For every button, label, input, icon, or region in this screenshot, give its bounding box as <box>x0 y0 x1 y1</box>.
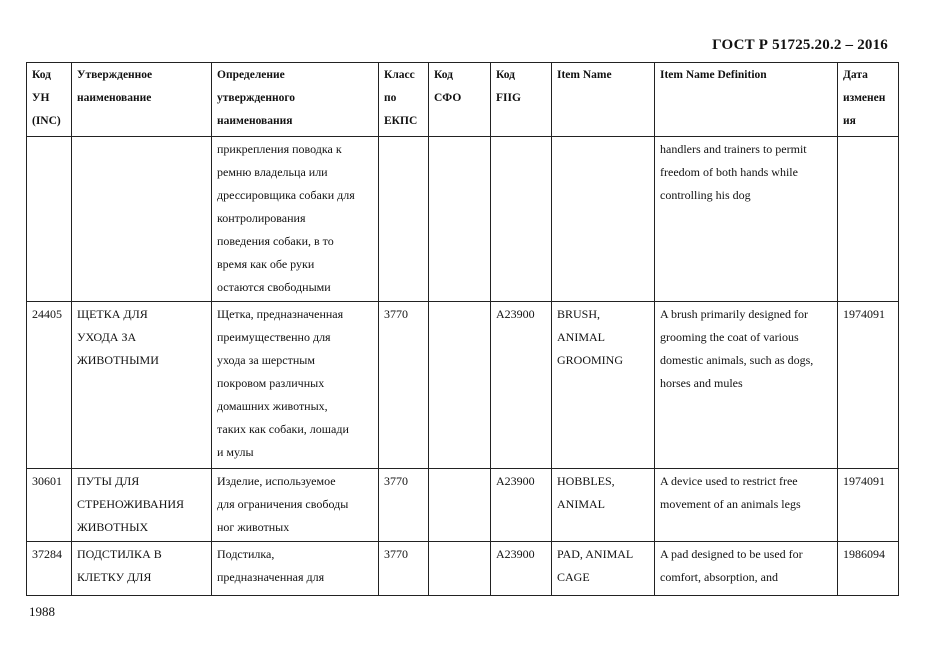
cell-class: 3770 <box>379 542 429 596</box>
cell-item-name: PAD, ANIMAL CAGE <box>552 542 655 596</box>
cell-definition: Изделие, используемое для ограничения свободы ног животных <box>212 469 379 542</box>
header-sfo: Код СФО <box>429 63 491 137</box>
cell-item-definition: handlers and trainers to permit freedom of both hands while controlling his dog <box>655 137 838 302</box>
cell-inc <box>27 137 72 302</box>
cell-inc: 24405 <box>27 302 72 469</box>
cell-class: 3770 <box>379 469 429 542</box>
header-inc: Код УН (INC) <box>27 63 72 137</box>
cell-item-definition: A brush primarily designed for grooming the coat of various domestic animals, such as dogs, horses and mules <box>655 302 838 469</box>
cell-sfo <box>429 137 491 302</box>
cell-date <box>838 137 899 302</box>
cell-name <box>72 137 212 302</box>
table-body <box>27 137 899 596</box>
cell-item-definition: A device used to restrict free movement of an animals legs <box>655 469 838 542</box>
cell-name: ПОДСТИЛКА В КЛЕТКУ ДЛЯ <box>72 542 212 596</box>
cell-sfo <box>429 302 491 469</box>
cell-inc: 30601 <box>27 469 72 542</box>
cell-date: 1986094 <box>838 542 899 596</box>
cell-sfo <box>429 469 491 542</box>
cell-class <box>379 137 429 302</box>
table-row <box>27 542 899 596</box>
cell-date: 1974091 <box>838 302 899 469</box>
cell-class: 3770 <box>379 302 429 469</box>
cell-item-name <box>552 137 655 302</box>
header-date: Дата изменен ия <box>838 63 899 137</box>
cell-sfo <box>429 542 491 596</box>
table-row <box>27 137 899 302</box>
document-code: ГОСТ Р 51725.20.2 – 2016 <box>712 37 888 53</box>
cell-item-name: BRUSH, ANIMAL GROOMING <box>552 302 655 469</box>
cell-fiig: A23900 <box>491 469 552 542</box>
header-item-name: Item Name <box>552 63 655 137</box>
cell-item-definition: A pad designed to be used for comfort, absorption, and <box>655 542 838 596</box>
header-fiig: Код FIIG <box>491 63 552 137</box>
cell-inc: 37284 <box>27 542 72 596</box>
table-row <box>27 469 899 542</box>
table-row <box>27 302 899 469</box>
cell-fiig: A23900 <box>491 302 552 469</box>
cell-date: 1974091 <box>838 469 899 542</box>
table-header-row <box>27 63 899 137</box>
cell-fiig <box>491 137 552 302</box>
header-approved-name: Утвержденное наименование <box>72 63 212 137</box>
cell-item-name: HOBBLES, ANIMAL <box>552 469 655 542</box>
cell-fiig: A23900 <box>491 542 552 596</box>
cell-definition: Подстилка, предназначенная для <box>212 542 379 596</box>
page-number: 1988 <box>29 604 55 619</box>
header-item-definition: Item Name Definition <box>655 63 838 137</box>
header-class: Класс по ЕКПС <box>379 63 429 137</box>
cell-definition: Щетка, предназначенная преимущественно для ухода за шерстным покровом различных домашних животных, таких как собаки, лошади и мулы <box>212 302 379 469</box>
cell-name: ЩЕТКА ДЛЯ УХОДА ЗА ЖИВОТНЫМИ <box>72 302 212 469</box>
cell-definition: прикрепления поводка к ремню владельца или дрессировщика собаки для контролирования поведения собаки, в то время как обе руки остаются свободными <box>212 137 379 302</box>
catalog-table <box>26 62 899 596</box>
header-definition: Определение утвержденного наименования <box>212 63 379 137</box>
cell-name: ПУТЫ ДЛЯ СТРЕНОЖИВАНИЯ ЖИВОТНЫХ <box>72 469 212 542</box>
